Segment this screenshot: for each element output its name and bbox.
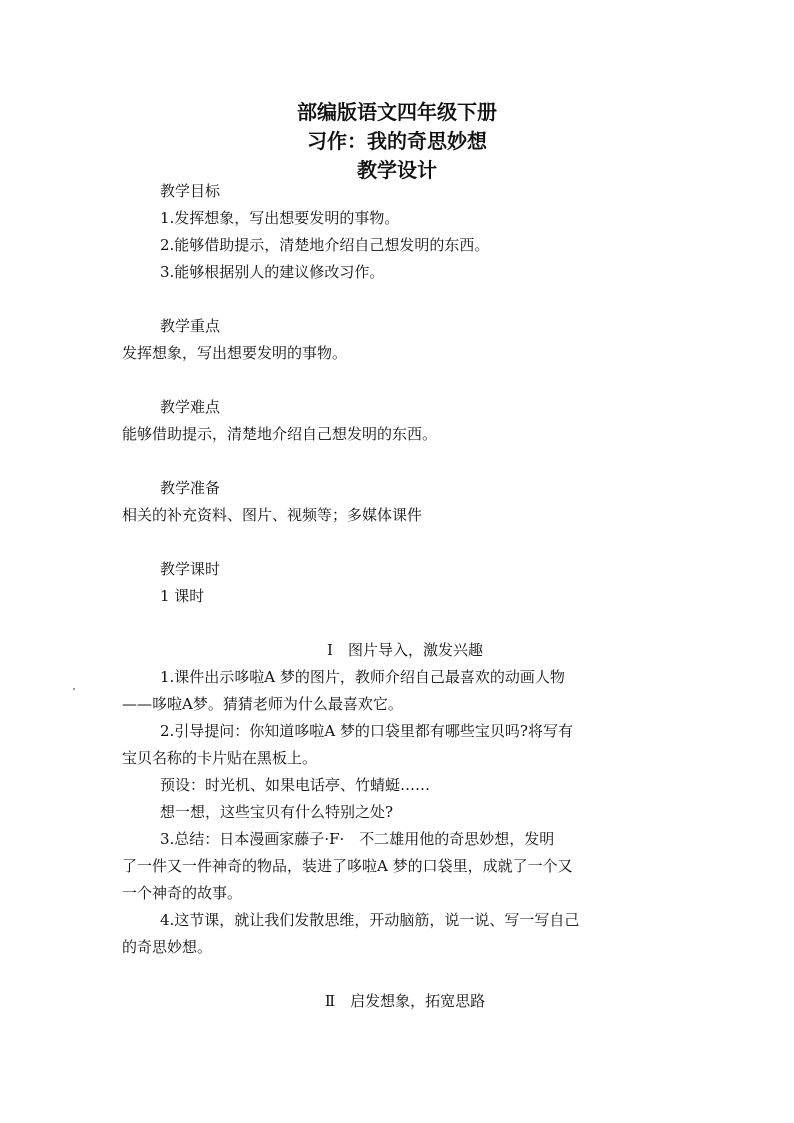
difficulty-heading: 教学难点 — [160, 398, 221, 416]
paragraph-line: 宝贝名称的卡片贴在黑板上。 — [122, 749, 318, 767]
key-heading: 教学重点 — [160, 317, 221, 335]
paragraph-line: 的奇思妙想。 — [122, 938, 213, 956]
prep-heading: 教学准备 — [160, 479, 221, 497]
document-title: 部编版语文四年级下册 — [297, 100, 497, 124]
spacer — [122, 529, 688, 556]
key-text: 发挥想象，写出想要发明的事物。 — [122, 344, 348, 362]
paragraph-line: 3.总结：日本漫画家藤子·F· 不二雄用他的奇思妙想，发明 — [160, 830, 555, 848]
paragraph-line: 2.引导提问：你知道哆啦A 梦的口袋里都有哪些宝贝吗?将写有 — [160, 722, 573, 740]
document-subtitle-design: 教学设计 — [357, 158, 437, 182]
paragraph-line: 1.课件出示哆啦A 梦的图片，教师介绍自己最喜欢的动画人物 — [160, 668, 565, 686]
spacer — [122, 961, 688, 988]
section-1-title: Ⅰ 图片导入，激发兴趣 — [327, 641, 483, 659]
objectives-heading: 教学目标 — [160, 182, 221, 200]
spacer — [122, 286, 688, 313]
hours-text: 1 课时 — [160, 587, 205, 605]
difficulty-text: 能够借助提示，清楚地介绍自己想发明的东西。 — [122, 425, 438, 443]
prep-text: 相关的补充资料、图片、视频等；多媒体课件 — [122, 506, 423, 524]
paragraph-line: 预设：时光机、如果电话亭、竹蜻蜓…… — [160, 776, 431, 794]
spacer — [122, 448, 688, 475]
paragraph-line: 一个神奇的故事。 — [122, 884, 243, 902]
document-subtitle: 习作：我的奇思妙想 — [307, 129, 487, 153]
paragraph-line: ——哆啦A梦。猜猜老师为什么最喜欢它。 — [122, 695, 403, 713]
document-body — [122, 178, 688, 1015]
objective-item: 1.发挥想象，写出想要发明的事物。 — [160, 209, 400, 227]
scan-mark — [73, 688, 75, 690]
spacer — [122, 610, 688, 637]
paragraph-line: 了一件又一件神奇的物品，装进了哆啦A 梦的口袋里，成就了一个又 — [122, 857, 573, 875]
document-title-block — [0, 98, 794, 185]
objective-item: 2.能够借助提示，清楚地介绍自己想发明的东西。 — [160, 236, 490, 254]
spacer — [122, 367, 688, 394]
paragraph-line: 想一想，这些宝贝有什么特别之处? — [160, 803, 394, 821]
hours-heading: 教学课时 — [160, 560, 221, 578]
paragraph-line: 4.这节课，就让我们发散思维，开动脑筋，说一说、写一写自己 — [160, 911, 580, 929]
section-2-title: Ⅱ 启发想象，拓宽思路 — [324, 992, 486, 1010]
objective-item: 3.能够根据别人的建议修改习作。 — [160, 263, 385, 281]
